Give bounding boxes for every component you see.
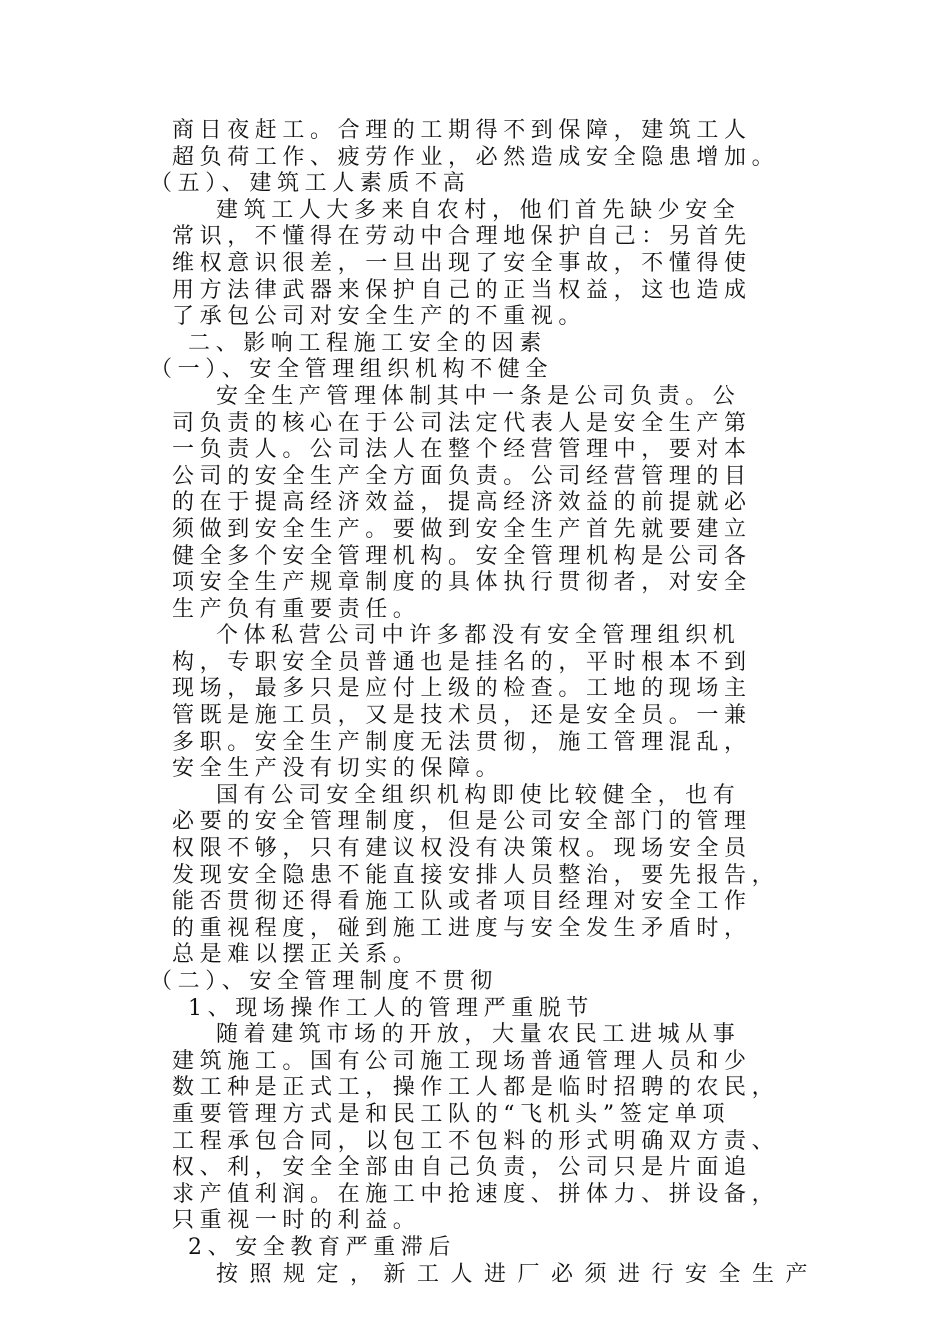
text-line: 管既是施工员，又是技术员，还是安全员。一兼 (172, 703, 752, 729)
text-line: 建筑工人大多来自农村，他们首先缺少安全 (216, 197, 741, 223)
text-line: 求产值利润。在施工中抢速度、拼体力、拼设备， (172, 1181, 780, 1207)
text-line: 商日夜赶工。合理的工期得不到保障，建筑工人 (172, 118, 752, 143)
text-line: 权限不够，只有建议权没有决策权。现场安全员 (172, 836, 752, 862)
text-line: 必要的安全管理制度，但是公司安全部门的管理 (172, 809, 752, 835)
text-line: 随着建筑市场的开放，大量农民工进城从事 (216, 1022, 741, 1048)
text-line: 总是难以摆正关系。 (172, 942, 421, 968)
text-line: 的在于提高经济效益，提高经济效益的前提就必 (172, 490, 752, 516)
section-heading-5: （五）、建筑工人素质不高 (150, 171, 471, 197)
text-line: 项安全生产规章制度的具体执行贯彻者，对安全 (172, 570, 752, 596)
text-line: 按照规定，新工人进厂必须进行安全生产 (216, 1261, 820, 1287)
subsection-heading-1: 1、现场操作工人的管理严重脱节 (188, 995, 594, 1021)
text-line: 用方法律武器来保护自己的正当权益，这也造成 (172, 277, 752, 303)
text-line: 司负责的核心在于公司法定代表人是安全生产第 (172, 410, 752, 436)
text-line: 重要管理方式是和民工队的“飞机头”签定单项 (172, 1101, 731, 1127)
text-line: 维权意识很差，一旦出现了安全事故，不懂得使 (172, 250, 752, 276)
text-line: 数工种是正式工，操作工人都是临时招聘的农民， (172, 1075, 780, 1101)
text-line: 超负荷工作、疲劳作业，必然造成安全隐患增加。 (172, 144, 780, 170)
text-line: 安全生产没有切实的保障。 (172, 756, 504, 782)
text-line: 国有公司安全组织机构即使比较健全，也有 (216, 782, 741, 808)
text-line: 公司的安全生产全方面负责。公司经营管理的目 (172, 463, 752, 489)
subsection-heading-2: 2、安全教育严重滞后 (188, 1234, 456, 1260)
body-text (150, 118, 820, 1288)
text-line: 只重视一时的利益。 (172, 1208, 421, 1234)
text-line: 工程承包合同，以包工不包料的形式明确双方责、 (172, 1128, 780, 1154)
text-line: 了承包公司对安全生产的不重视。 (172, 304, 587, 330)
text-line: 构，专职安全员普通也是挂名的，平时根本不到 (172, 649, 752, 675)
text-line: 现场，最多只是应付上级的检查。工地的现场主 (172, 676, 752, 702)
section-heading-2: （二）、安全管理制度不贯彻 (150, 969, 498, 994)
text-line: 权、利，安全全部由自己负责，公司只是片面追 (172, 1155, 752, 1181)
text-line: 健全多个安全管理机构。安全管理机构是公司各 (172, 543, 752, 569)
text-line: 多职。安全生产制度无法贯彻，施工管理混乱， (172, 729, 752, 755)
text-line: 须做到安全生产。要做到安全生产首先就要建立 (172, 516, 752, 542)
text-line: 生产负有重要责任。 (172, 596, 421, 622)
text-line: 安全生产管理体制其中一条是公司负责。公 (216, 383, 741, 409)
section-heading-1: （一）、安全管理组织机构不健全 (150, 357, 554, 383)
text-line: 建筑施工。国有公司施工现场普通管理人员和少 (172, 1048, 752, 1074)
text-line: 常识，不懂得在劳动中合理地保护自己：另首先 (172, 224, 752, 250)
text-line: 一负责人。公司法人在整个经营管理中，要对本 (172, 437, 752, 463)
text-line: 的重视程度，碰到施工进度与安全发生矛盾时， (172, 915, 752, 941)
text-line: 发现安全隐患不能直接安排人员整治，要先报告， (172, 862, 780, 888)
text-line: 个体私营公司中许多都没有安全管理组织机 (216, 623, 741, 649)
chapter-heading-2: 二、影响工程施工安全的因素 (188, 330, 547, 356)
text-line: 能否贯彻还得看施工队或者项目经理对安全工作 (172, 889, 752, 915)
